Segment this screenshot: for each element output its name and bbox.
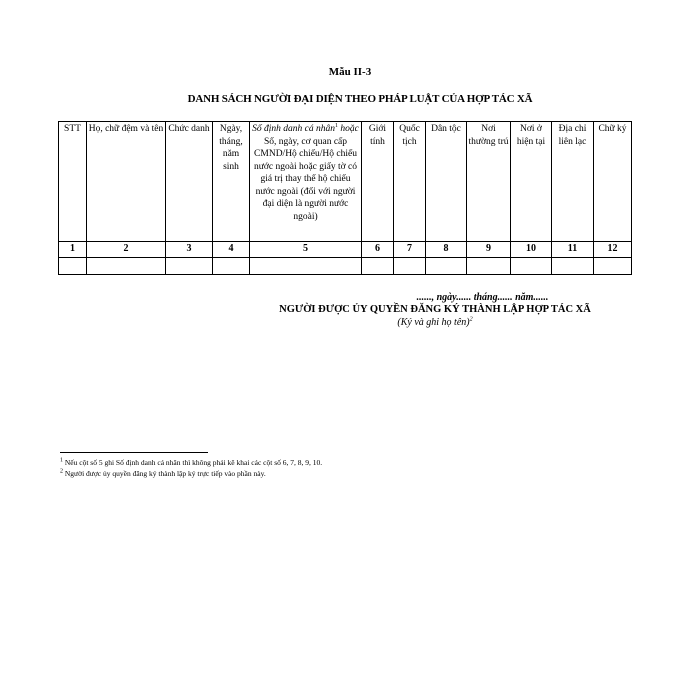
header-nationality: Quốc tịch (394, 122, 426, 242)
table-cell (426, 258, 467, 275)
column-number: 8 (426, 242, 467, 258)
column-number: 4 (213, 242, 250, 258)
table-cell (87, 258, 166, 275)
footnote-text: Người được ủy quyền đăng ký thành lập ký trực tiếp vào phần này. (64, 469, 266, 478)
document-title: DANH SÁCH NGƯỜI ĐẠI DIỆN THEO PHÁP LUẬT CỦA HỢP TÁC XÃ (187, 93, 533, 105)
table-cell (213, 258, 250, 275)
column-number: 10 (511, 242, 552, 258)
table-header-row (59, 122, 632, 242)
header-id-part1: Số định danh cá nhân (252, 124, 335, 134)
header-identification (250, 122, 362, 242)
table-row (59, 258, 632, 275)
footnote-divider (60, 452, 208, 453)
table-cell (362, 258, 394, 275)
footnote-item (60, 457, 660, 468)
signature-block (270, 292, 600, 328)
footnote-number: 1 (60, 457, 63, 464)
table-cell (594, 258, 632, 275)
column-number-row (59, 242, 632, 258)
table-cell (394, 258, 426, 275)
header-id-or: hoặc (340, 124, 359, 134)
header-ethnicity: Dân tộc (426, 122, 467, 242)
signature-note-text: (Ký và ghi họ tên) (397, 317, 470, 328)
representatives-table (58, 121, 632, 275)
header-signature: Chữ ký (594, 122, 632, 242)
header-position: Chức danh (166, 122, 213, 242)
column-number: 9 (467, 242, 511, 258)
table-cell (511, 258, 552, 275)
form-code: Mẫu II-3 (328, 66, 372, 78)
footnote-number: 2 (60, 468, 63, 475)
footnote-text: Nếu cột số 5 ghi Số định danh cá nhân thì không phải kê khai các cột số 6, 7, 8, 9, 10. (64, 458, 323, 467)
header-residence: Nơi thường trú (467, 122, 511, 242)
column-number: 2 (87, 242, 166, 258)
footnote-ref-1: 1 (335, 122, 338, 129)
table-cell (250, 258, 362, 275)
column-number: 12 (594, 242, 632, 258)
column-number: 6 (362, 242, 394, 258)
header-contact-address: Địa chỉ liên lạc (552, 122, 594, 242)
header-date-of-birth: Ngày, tháng, năm sinh (213, 122, 250, 242)
table-cell (59, 258, 87, 275)
footnote-ref-2: 2 (469, 316, 473, 323)
signer-title: NGƯỜI ĐƯỢC ỦY QUYỀN ĐĂNG KÝ THÀNH LẬP HỢP TÁC XÃ (279, 304, 591, 315)
header-gender: Giới tính (362, 122, 394, 242)
header-id-part2: Số, ngày, cơ quan cấp CMND/Hộ chiếu/Hộ chiếu nước ngoài hoặc giấy tờ có giá trị thay thế hộ chiếu nước ngoài (đối với người đại diện là người nước ngoài) (253, 136, 358, 222)
signature-note (270, 317, 600, 328)
date-line: ......, ngày...... tháng...... năm...... (416, 292, 549, 303)
footnote-item (60, 468, 660, 479)
header-full-name: Họ, chữ đệm và tên (87, 122, 166, 242)
column-number: 1 (59, 242, 87, 258)
header-current-address: Nơi ở hiện tại (511, 122, 552, 242)
column-number: 5 (250, 242, 362, 258)
footnotes (60, 457, 660, 479)
table-cell (552, 258, 594, 275)
column-number: 7 (394, 242, 426, 258)
column-number: 3 (166, 242, 213, 258)
column-number: 11 (552, 242, 594, 258)
table-cell (166, 258, 213, 275)
table-cell (467, 258, 511, 275)
header-stt: STT (59, 122, 87, 242)
